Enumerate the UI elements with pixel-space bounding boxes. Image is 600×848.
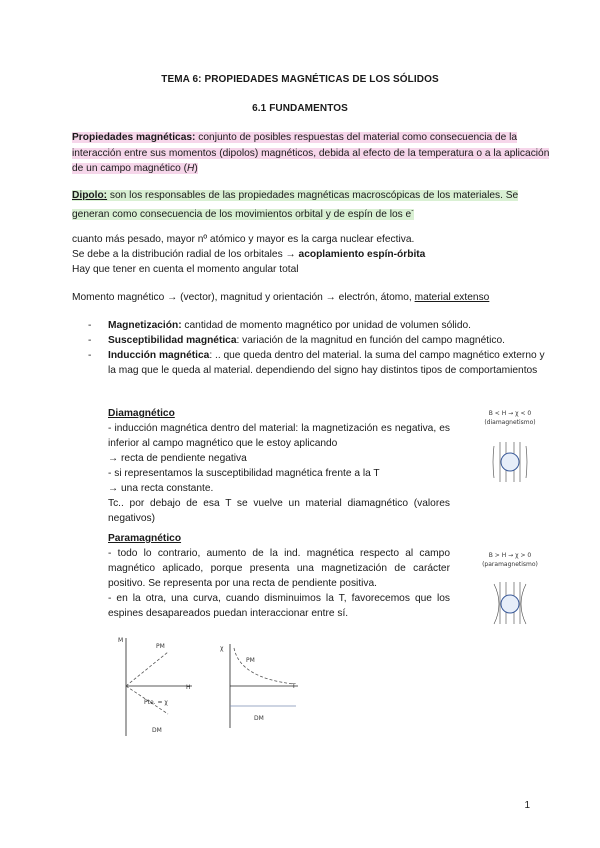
plot-left-xlabel: H bbox=[186, 684, 191, 691]
body-line-2 bbox=[72, 247, 425, 262]
page-number: 1 bbox=[524, 800, 530, 811]
diamagnetico-line-3: - si representamos la susceptibilidad magnética frente a la T bbox=[108, 468, 380, 479]
bullet-term: Susceptibilidad magnética bbox=[108, 335, 237, 346]
definition-dipolo-text: son los responsables de las propiedades magnéticas macroscópicas de los materiales. Se generan como consecuencia de los movimientos orbital y de espín de los e bbox=[72, 190, 519, 220]
plot-left-ylabel: M bbox=[118, 637, 124, 644]
bullet-term: Magnetización: bbox=[108, 320, 182, 331]
bullet-marker: - bbox=[88, 320, 92, 331]
diamagnetism-sketch-label-1: B < H → χ < 0 bbox=[488, 410, 532, 417]
section-heading: 6.1 FUNDAMENTOS bbox=[252, 103, 348, 114]
bullet-term: Inducción magnética bbox=[108, 350, 210, 361]
page-title: TEMA 6: PROPIEDADES MAGNÉTICAS DE LOS SÓLIDOS bbox=[161, 74, 439, 85]
body-line-4 bbox=[72, 290, 489, 305]
paramagnetico-line-2: - en la otra, una curva, cuando disminuimos la T, favorecemos que los espines desapareados puedan interaccionar entre sí. bbox=[108, 593, 450, 619]
susceptibility-plot bbox=[218, 640, 304, 730]
paramagnetism-sketch-label-1: B > H → χ > 0 bbox=[488, 552, 532, 559]
body-line-1: cuanto más pesado, mayor nº atómico y mayor es la carga nuclear efectiva. bbox=[72, 234, 415, 245]
plot-left-pm-label: PM bbox=[156, 643, 165, 650]
paramagnetico-title: Paramagnético bbox=[108, 533, 182, 544]
bullet-item bbox=[88, 318, 550, 333]
body-line-2-text: Se debe a la distribución radial de los orbitales → bbox=[72, 249, 299, 260]
paramagnetic-sample-icon bbox=[501, 595, 519, 613]
plot-right-pm-label: PM bbox=[246, 657, 255, 664]
symbol-h: H bbox=[186, 163, 195, 174]
term-propiedades: Propiedades magnéticas: bbox=[72, 132, 196, 143]
bullet-item bbox=[88, 348, 550, 378]
magnetization-plot bbox=[110, 632, 200, 742]
body-line-4-text: Momento magnético → (vector), magnitud y orientación → electrón, átomo, bbox=[72, 292, 415, 303]
electron-superscript: - bbox=[411, 207, 414, 215]
bullet-text: : variación de la magnitud en función del campo magnético. bbox=[236, 335, 505, 346]
bullet-marker: - bbox=[88, 350, 92, 361]
diamagnetism-sketch-label-2: (diamagnetismo) bbox=[484, 419, 536, 426]
paramagnetism-sketch bbox=[470, 548, 550, 628]
definition-dipolo bbox=[72, 188, 550, 222]
bullet-marker: - bbox=[88, 335, 92, 346]
body-line-4-underlined: material extenso bbox=[414, 292, 490, 303]
diamagnetico-line-2: → recta de pendiente negativa bbox=[108, 453, 247, 464]
closing-paren: ) bbox=[194, 163, 198, 174]
definition-propiedades-text: conjunto de posibles respuestas del material como consecuencia de la interacción entre sus momentos (dipolos) magnéticos, debida al efecto de la temperatura o a la aplicación de un campo magnético ( bbox=[72, 132, 550, 174]
plot-left-dm-label: DM bbox=[152, 727, 162, 734]
paramagnetico-section bbox=[108, 531, 450, 621]
term-dipolo: Dipolo: bbox=[72, 190, 108, 201]
plot-right-pm-curve bbox=[234, 648, 294, 684]
body-line-2-bold: acoplamiento espín-órbita bbox=[298, 249, 426, 260]
plot-right-dm-label: DM bbox=[254, 715, 264, 722]
bullet-text: : .. que queda dentro del material. la suma del campo magnético externo y la mag que le queda al material. dependiendo del signo hay distintos tipos de comportamientos bbox=[108, 350, 545, 376]
paramagnetico-line-1: - todo lo contrario, aumento de la ind. magnética respecto al campo magnético aplicado, porque presenta una magnetización de carácter positivo. Se representa por una recta de pendiente positiva. bbox=[108, 548, 450, 589]
definition-propiedades bbox=[72, 130, 550, 177]
plot-right-ylabel: χ bbox=[220, 645, 224, 652]
plot-right-xlabel: T bbox=[292, 683, 296, 690]
body-line-3: Hay que tener en cuenta el momento angular total bbox=[72, 264, 299, 275]
diamagnetico-line-5: Tc.. por debajo de esa T se vuelve un material diamagnético (valores negativos) bbox=[108, 498, 450, 524]
bullet-item bbox=[88, 333, 550, 348]
plot-left-slope-label: Pte. = χ bbox=[144, 699, 168, 706]
bullet-text: cantidad de momento magnético por unidad de volumen sólido. bbox=[181, 320, 471, 331]
diamagnetico-section bbox=[108, 406, 450, 526]
plot-left-pm-line bbox=[126, 652, 168, 686]
diamagnetico-line-1: - inducción magnética dentro del material: la magnetización es negativa, es inferior al campo magnético que le estoy aplicando bbox=[108, 423, 450, 449]
diamagnetic-sample-icon bbox=[501, 453, 519, 471]
bullet-list bbox=[88, 318, 550, 378]
diamagnetism-sketch bbox=[470, 406, 550, 486]
diamagnetico-title: Diamagnético bbox=[108, 408, 175, 419]
diamagnetico-line-4: → una recta constante. bbox=[108, 483, 214, 494]
paramagnetism-sketch-label-2: (paramagnetismo) bbox=[482, 561, 538, 568]
